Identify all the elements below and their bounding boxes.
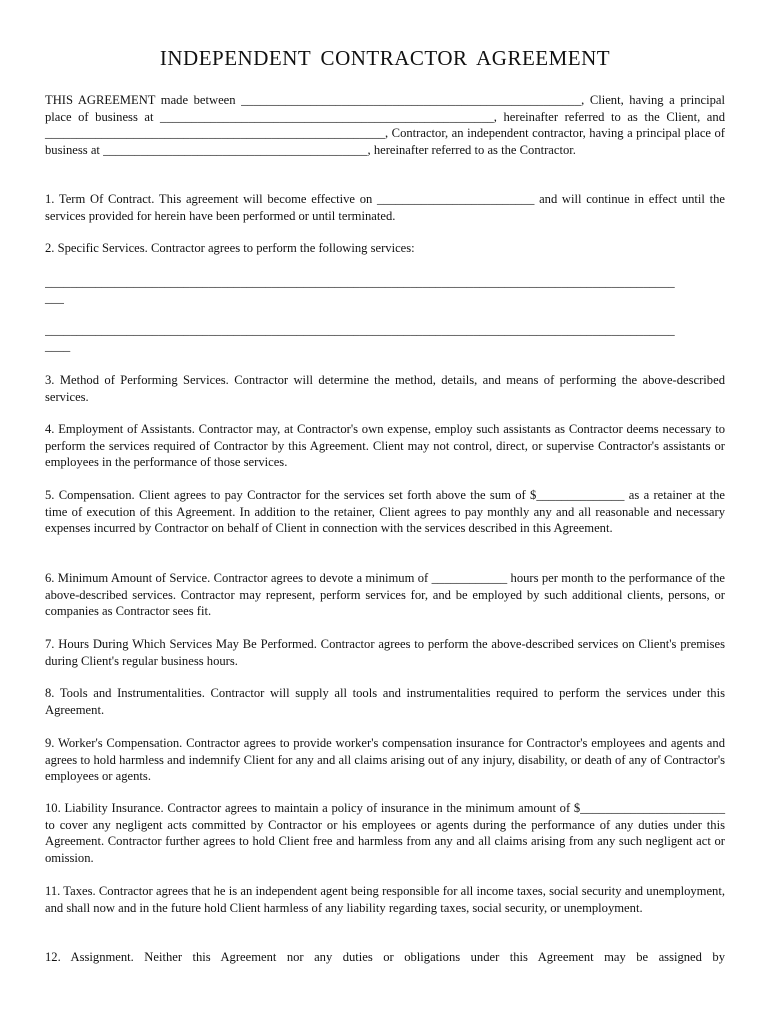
clause-2-services: 2. Specific Services. Contractor agrees to perform the following services: xyxy=(45,241,415,255)
clause-3-method: 3. Method of Performing Services. Contractor will determine the method, details, and means of performing the above-described services. xyxy=(45,373,725,404)
document-title: INDEPENDENT CONTRACTOR AGREEMENT xyxy=(159,46,611,70)
services-blank-line-1-tail: ___ xyxy=(45,291,64,305)
services-blank-line-2-tail: ____ xyxy=(45,339,71,353)
intro-paragraph: THIS AGREEMENT made between ______________________________________________________, Client, having a principal place of business at _____________________________________________________, hereinafter referred to as the Client, and ______________________________________________________, Contractor, an independent contractor, having a principal place of business at __________________________________________, hereinafter referred to as the Contractor. xyxy=(45,93,725,157)
services-blank-line-2: ____________________________________________________________________________________________________ xyxy=(45,323,675,337)
clause-4-assistants: 4. Employment of Assistants. Contractor may, at Contractor's own expense, employ such assistants as Contractor deems necessary to perform the services required of Contractor by this Agreement. Client may not control, direct, or supervise Contractor's assistants or employees in the performance of those services. xyxy=(45,422,725,469)
clause-10-liability: 10. Liability Insurance. Contractor agrees to maintain a policy of insurance in the minimum amount of $_______________________ to cover any negligent acts committed by Contractor or his employees or agents during the performance of any duties under this Agreement. Contractor further agrees to hold Client free and harmless from any and all claims arising from any such negligent act or omission. xyxy=(45,801,725,865)
services-blank-line-1: ____________________________________________________________________________________________________ xyxy=(45,275,675,289)
clause-1-term: 1. Term Of Contract. This agreement will become effective on _________________________ and will continue in effect until the services provided for herein have been performed or until terminated. xyxy=(45,192,725,223)
clause-9-workers-comp: 9. Worker's Compensation. Contractor agrees to provide worker's compensation insurance for Contractor's employees and agents and agrees to hold harmless and indemnify Client for any and all claims arising out of any injury, disability, or death of any of Contractor's employees or agents. xyxy=(45,736,725,783)
clause-11-taxes: 11. Taxes. Contractor agrees that he is an independent agent being responsible for all income taxes, social security and unemployment, and shall now and in the future hold Client harmless of any liability regarding taxes, social security, or unemployment. xyxy=(45,884,725,915)
clause-5-compensation: 5. Compensation. Client agrees to pay Contractor for the services set forth above the sum of $______________ as a retainer at the time of execution of this Agreement. In addition to the retainer, Client agrees to pay monthly any and all reasonable and necessary expenses incurred by Contractor on behalf of Client in connection with the services described in this Agreement. xyxy=(45,488,725,535)
clause-12-assignment: 12. Assignment. Neither this Agreement nor any duties or obligations under this Agreement may be assigned by xyxy=(45,950,725,964)
clause-7-hours: 7. Hours During Which Services May Be Performed. Contractor agrees to perform the above-described services on Client's premises during Client's regular business hours. xyxy=(45,637,725,668)
clause-6-minimum-service: 6. Minimum Amount of Service. Contractor agrees to devote a minimum of ____________ hours per month to the performance of the above-described services. Contractor may represent, perform services for, and be employed by such additional clients, persons, or companies as Contractor sees fit. xyxy=(45,571,725,618)
clause-8-tools: 8. Tools and Instrumentalities. Contractor will supply all tools and instrumentalities required to perform the services under this Agreement. xyxy=(45,686,725,717)
